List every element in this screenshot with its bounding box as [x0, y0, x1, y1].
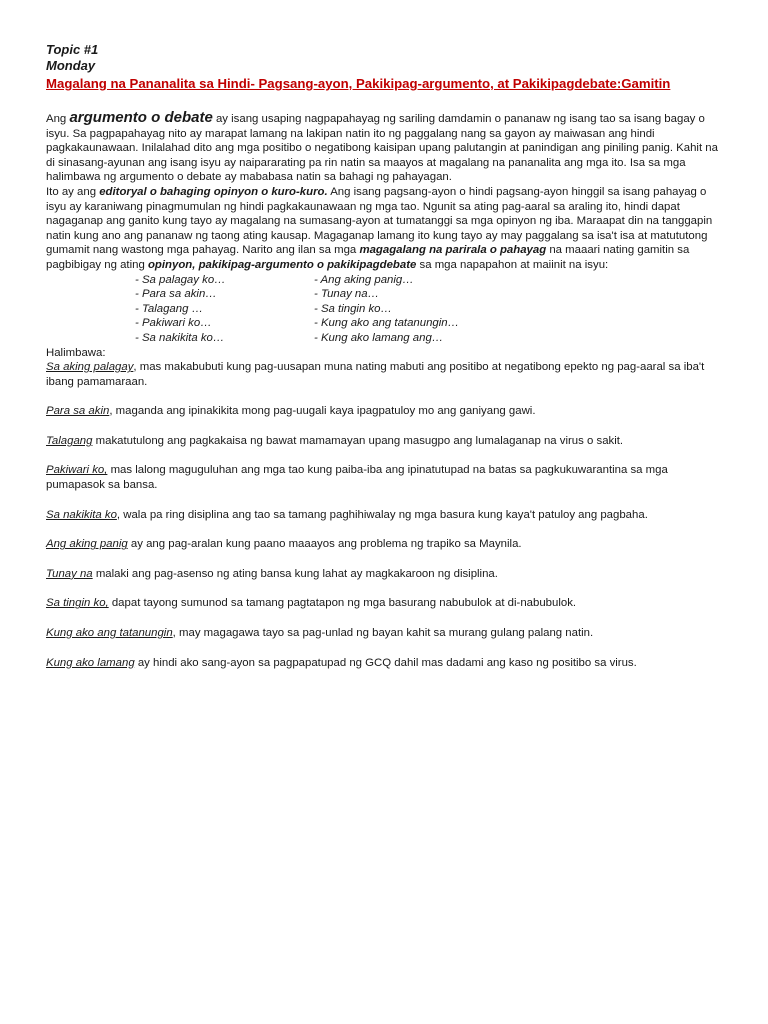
example-sentence	[46, 537, 726, 552]
phrase-list	[135, 273, 726, 346]
example-lead: Pakiwari ko,	[46, 464, 108, 477]
document-body	[46, 42, 726, 685]
p2-mid: na maaari nating gamitin sa pagbibigay ng ating	[46, 244, 690, 271]
example-sentence	[46, 404, 726, 419]
day-label: Monday	[46, 58, 96, 73]
example-text: makatutulong ang pagkakaisa ng bawat mamamayan upang masugpo ang lumalaganap na virus o sakit.	[92, 434, 624, 447]
phrase-item: - Kung ako ang tatanungin…	[314, 317, 460, 330]
editorial-term: editoryal o bahaging opinyon o kuro-kuro.	[99, 185, 328, 198]
topic-number: Topic #1	[46, 42, 99, 57]
examples-label: Halimbawa:	[46, 346, 106, 359]
example-text: ay ang pag-aralan kung paano maaayos ang problema ng trapiko sa Maynila.	[127, 538, 522, 551]
example-lead: Sa aking palagay	[46, 361, 134, 374]
example-lead: Kung ako ang tatanungin	[46, 627, 173, 640]
intro-paragraph-1	[46, 111, 726, 185]
intro-paragraph-2	[46, 185, 726, 273]
example-sentence	[46, 567, 726, 582]
example-text: , maganda ang ipinakikita mong pag-uugali kaya ipagpatuloy mo ang ganiyang gawi.	[109, 405, 536, 418]
intro-start: Ang	[46, 113, 70, 125]
phrase-item: - Kung ako lamang ang…	[314, 331, 444, 344]
example-lead: Tunay na	[46, 567, 93, 580]
example-text: , mas makabubuti kung pag-uusapan muna nating mabuti ang positibo at negatibong epekto ng pag-aaral sa iba't ibang pamamaraan.	[46, 361, 705, 388]
p2-start: Ito ay ang	[46, 185, 100, 198]
example-lead: Kung ako lamang	[46, 656, 135, 669]
example-text: dapat tayong sumunod sa tamang pagtatapon ng mga basurang nabubulok at di-nabubulok.	[108, 597, 577, 610]
opinion-term: opinyon, pakikipag-argumento o pakikipagdebate	[147, 258, 417, 271]
polite-phrases-term: magagalang na parirala o pahayag	[359, 244, 547, 257]
example-text: malaki ang pag-asenso ng ating bansa kung lahat ay magkakaroon ng disiplina.	[92, 567, 498, 580]
example-lead: Sa tingin ko,	[46, 597, 109, 610]
phrase-item: - Sa palagay ko…	[135, 273, 226, 286]
example-text: ay hindi ako sang-ayon sa pagpapatupad ng GCQ dahil mas dadami ang kaso ng positibo sa virus.	[134, 656, 637, 669]
example-text: , may magagawa tayo sa pag-unlad ng bayan kahit sa murang gulang palang natin.	[172, 627, 594, 640]
example-text: mas lalong maguguluhan ang mga tao kung paiba-iba ang ipinatutupad na batas sa pagkukuwarantina sa mga pumapasok sa bansa.	[46, 464, 668, 492]
example-lead: Para sa akin	[46, 405, 110, 418]
phrase-item: - Sa tingin ko…	[314, 302, 392, 315]
p2-end: sa mga napapahon at maiinit na isyu:	[416, 258, 609, 271]
p2-text: Ang isang pagsang-ayon o hindi pagsang-ayon hinggil sa isang pahayag o isyu ay karaniwang pinagmumulan ng hindi pagkakaunawaan ng mga tao. Ngunit sa ating pag-aaral sa araling ito, hindi dapat nagaganap ang ganito kung tayo ay magalang na sumasang-ayon at tumatanggi sa mga opinyon ng iba. Maraapat din na tanggapin natin kung ano ang pananaw ng taong ating kausap. Magaganap lamang ito kung tayo ay may paggalang sa isa't isa at matututong gumamit nang wastong mga pahayag. Narito ang ilan sa mga	[46, 185, 713, 257]
intro-text: ay isang usaping nagpapahayag ng sariling damdamin o pananaw ng isang tao sa isang bagay o isyu. Sa pagpapahayag nito ay marapat lamang na lakipan natin ito ng paggalang nang sa gayon ay maiwasan ang hindi pagkakaunawaan. Inilalahad dito ang mga positibo o negatibong kaisipan upang palutangin at panindigan ang piniling panig. Kahit na di sinasang-ayunan ang isang isyu ay naipararating pa rin natin sa maayos at magalang na pananalita ang mga ito. Isa sa mga halimbawa ng argumento o debate ay mababasa natin sa bahagi ng pahayagan.	[46, 113, 718, 184]
phrase-item: - Para sa akin…	[135, 288, 217, 301]
example-sentence	[46, 463, 726, 492]
example-lead: Ang aking panig	[46, 538, 128, 551]
example-text: , wala pa ring disiplina ang tao sa tamang paghihiwalay ng mga basura kung kaya't patuloy ang pagbaha.	[116, 508, 648, 521]
example-sentence	[46, 360, 726, 389]
example-sentence	[46, 434, 726, 449]
phrase-item: - Talagang …	[135, 302, 203, 315]
example-sentence	[46, 626, 726, 641]
example-sentence	[46, 596, 726, 611]
example-lead: Sa nakikita ko	[46, 508, 117, 521]
lesson-title: Magalang na Pananalita sa Hindi- Pagsang-ayon, Pakikipag-argumento, at Pakikipagdebate:Gamitin	[46, 76, 671, 91]
example-lead: Talagang	[46, 434, 93, 447]
argumento-term: argumento o debate	[69, 109, 213, 126]
phrase-item: - Pakiwari ko…	[135, 317, 212, 330]
phrase-item: - Tunay na…	[314, 288, 379, 301]
example-sentence	[46, 656, 726, 671]
example-sentence	[46, 508, 726, 523]
phrase-item: - Ang aking panig…	[314, 273, 414, 286]
phrase-item: - Sa nakikita ko…	[135, 331, 225, 344]
